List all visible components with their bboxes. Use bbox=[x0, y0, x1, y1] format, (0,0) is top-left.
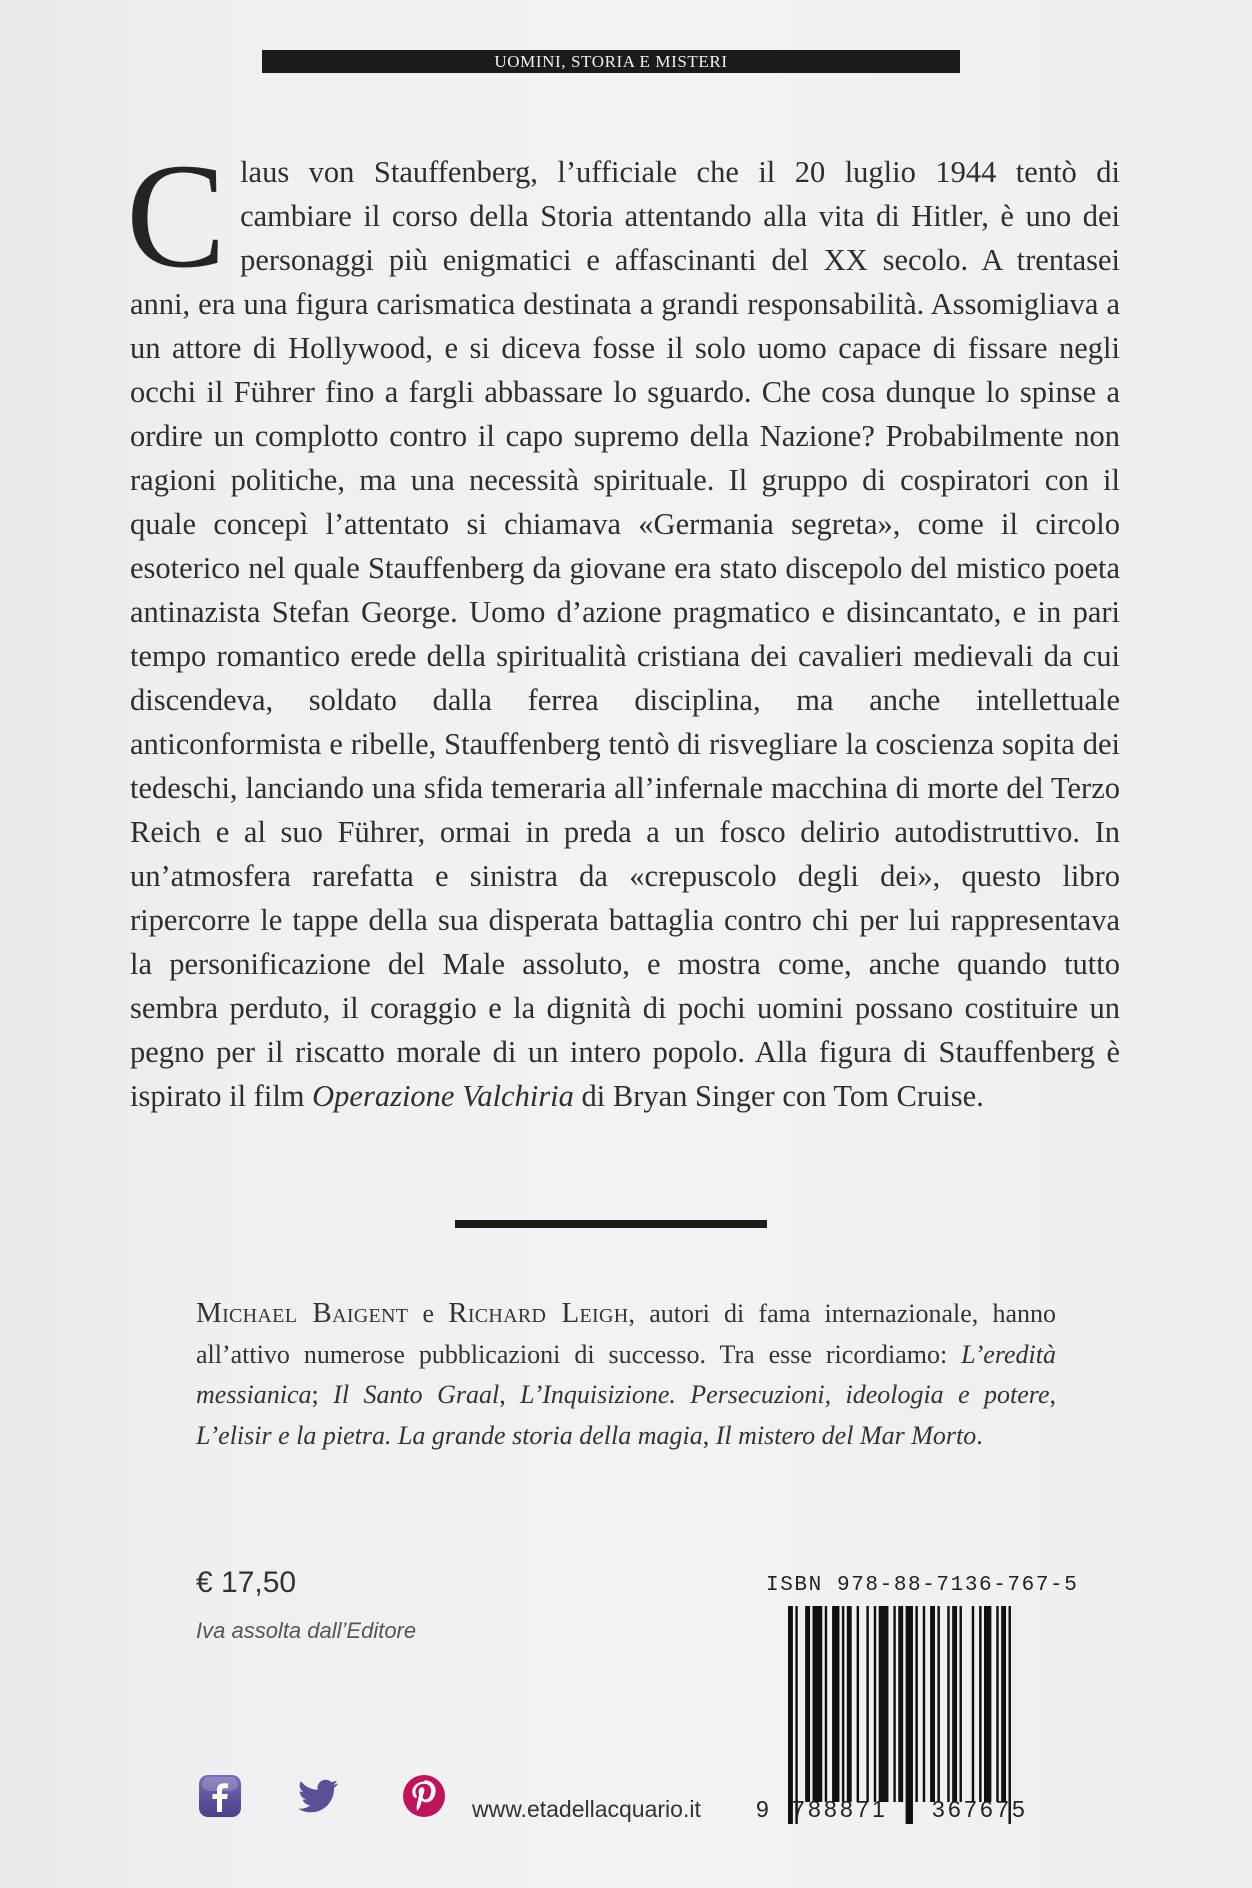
blurb-text: laus von Stauffenberg, l’ufficiale che il 20 luglio 1944 tentò di cambiare il corso della Storia attentando alla vita di Hitler, è uno dei personaggi più enigmatici e affascinanti del XX secolo. A trentasei anni, era una figura carismatica destinata a grandi responsabilità. Assomigliava a un attore di Hollywood, e si diceva fosse il solo uomo capace di fissare negli occhi il Führer fino a fargli abbassare lo sguardo. Che cosa dunque lo spinse a ordire un complotto contro il capo supremo della Nazione? Probabilmente non ragioni politiche, ma una necessità spirituale. Il gruppo di cospiratori con il quale concepì l’attentato si chiamava «Germania segreta», come il circolo esoterico nel quale Stauffenberg da giovane era stato discepolo del mistico poeta antinazista Stefan George. Uomo d’azione pragmatico e disincantato, e in pari tempo romantico erede della spiritualità cristiana dei cavalieri medievali da cui discendeva, soldato dalla ferrea disciplina, ma anche intellettuale anticonformista e ribelle, Stauffenberg tentò di risvegliare la coscienza sopita dei tedeschi, lanciando una sfida temeraria all’infernale macchina di morte del Terzo Reich e al suo Führer, ormai in preda a un fosco delirio autodistruttivo. In un’atmosfera rarefatta e sinistra da «crepuscolo degli dei», questo libro ripercorre le tappe della sua disperata battaglia contro chi per lui rappresentava la personificazione del Male assoluto, e mostra come, anche quando tutto sembra perduto, il coraggio e la dignità di pochi uomini possano costituire un pegno per il riscatto morale di un intero popolo. Alla figura di Stauffenberg è ispirato il film bbox=[130, 155, 1120, 1113]
book-title: L’Inquisizione. Persecuzioni, ideologia e potere bbox=[520, 1380, 1050, 1409]
separator: , bbox=[1049, 1380, 1056, 1409]
barcode-bar bbox=[923, 1606, 925, 1802]
barcode-bar bbox=[874, 1606, 876, 1802]
blurb-text-end: di Bryan Singer con Tom Cruise. bbox=[573, 1079, 984, 1113]
price-label: € 17,50 bbox=[196, 1566, 297, 1599]
twitter-icon[interactable] bbox=[294, 1772, 342, 1820]
barcode-bar bbox=[879, 1606, 889, 1802]
barcode-bar bbox=[1009, 1606, 1011, 1824]
barcode-bar bbox=[893, 1606, 895, 1802]
barcode-bar bbox=[805, 1606, 810, 1802]
barcode-bar bbox=[842, 1606, 844, 1802]
author-name-1: Michael Baigent bbox=[196, 1297, 409, 1329]
period: . bbox=[976, 1420, 983, 1450]
barcode-bar bbox=[847, 1606, 852, 1802]
barcode bbox=[786, 1606, 1060, 1824]
author-bio bbox=[196, 1293, 1056, 1456]
barcode-bar bbox=[832, 1606, 839, 1802]
barcode-bar bbox=[915, 1606, 917, 1802]
barcode-bar bbox=[866, 1606, 868, 1802]
barcode-bar bbox=[937, 1606, 939, 1802]
author-name-2: Richard Leigh bbox=[448, 1297, 629, 1329]
book-title: L’eredità messianica bbox=[196, 1339, 1056, 1409]
separator: , bbox=[499, 1380, 521, 1409]
barcode-bar bbox=[906, 1606, 913, 1824]
drop-cap: C bbox=[126, 133, 227, 299]
barcode-bar bbox=[972, 1606, 974, 1802]
barcode-first-digit: 9 bbox=[756, 1796, 769, 1822]
facebook-icon[interactable] bbox=[196, 1772, 244, 1820]
book-title: Il mistero del Mar Morto bbox=[715, 1420, 977, 1450]
barcode-right-digits: 367675 bbox=[932, 1796, 1028, 1822]
book-title: L’elisir e la pietra. La grande storia della magia bbox=[196, 1420, 703, 1450]
section-divider bbox=[455, 1220, 767, 1228]
barcode-bar bbox=[984, 1606, 991, 1802]
separator: , bbox=[702, 1420, 716, 1450]
author-conjunction: e bbox=[408, 1299, 449, 1328]
barcode-bar bbox=[898, 1606, 903, 1802]
barcode-bar bbox=[813, 1606, 823, 1802]
barcode-bar bbox=[795, 1606, 797, 1824]
barcode-bar bbox=[930, 1606, 935, 1802]
separator: ; bbox=[311, 1380, 334, 1409]
film-title: Operazione Valchiria bbox=[312, 1079, 574, 1113]
series-title: UOMINI, STORIA E MISTERI bbox=[494, 52, 728, 71]
book-title: Il Santo Graal bbox=[333, 1380, 500, 1409]
vat-note: Iva assolta dall’Editore bbox=[196, 1618, 417, 1643]
barcode-bar bbox=[979, 1606, 981, 1802]
barcode-left-digits: 788871 bbox=[792, 1796, 888, 1822]
barcode-bar bbox=[825, 1606, 827, 1802]
barcode-bar bbox=[960, 1606, 962, 1802]
barcode-bar bbox=[857, 1606, 859, 1802]
barcode-bar bbox=[1001, 1606, 1006, 1802]
back-cover-blurb bbox=[126, 133, 1120, 1118]
barcode-bar bbox=[952, 1606, 957, 1802]
website-link[interactable]: www.etadellacquario.it bbox=[472, 1796, 701, 1822]
isbn-label: ISBN 978-88-7136-767-5 bbox=[766, 1574, 1079, 1597]
series-header-bar bbox=[262, 50, 960, 73]
barcode-bar bbox=[788, 1606, 793, 1824]
pinterest-icon[interactable] bbox=[400, 1772, 448, 1820]
barcode-bar bbox=[947, 1606, 949, 1802]
author-bio-text: , autori di fama internazionale, hanno all’attivo numerose pubblicazioni di successo. Tra esse ricordiamo: bbox=[196, 1299, 1057, 1369]
barcode-bar bbox=[996, 1606, 998, 1802]
barcode-digits bbox=[756, 1796, 1072, 1823]
